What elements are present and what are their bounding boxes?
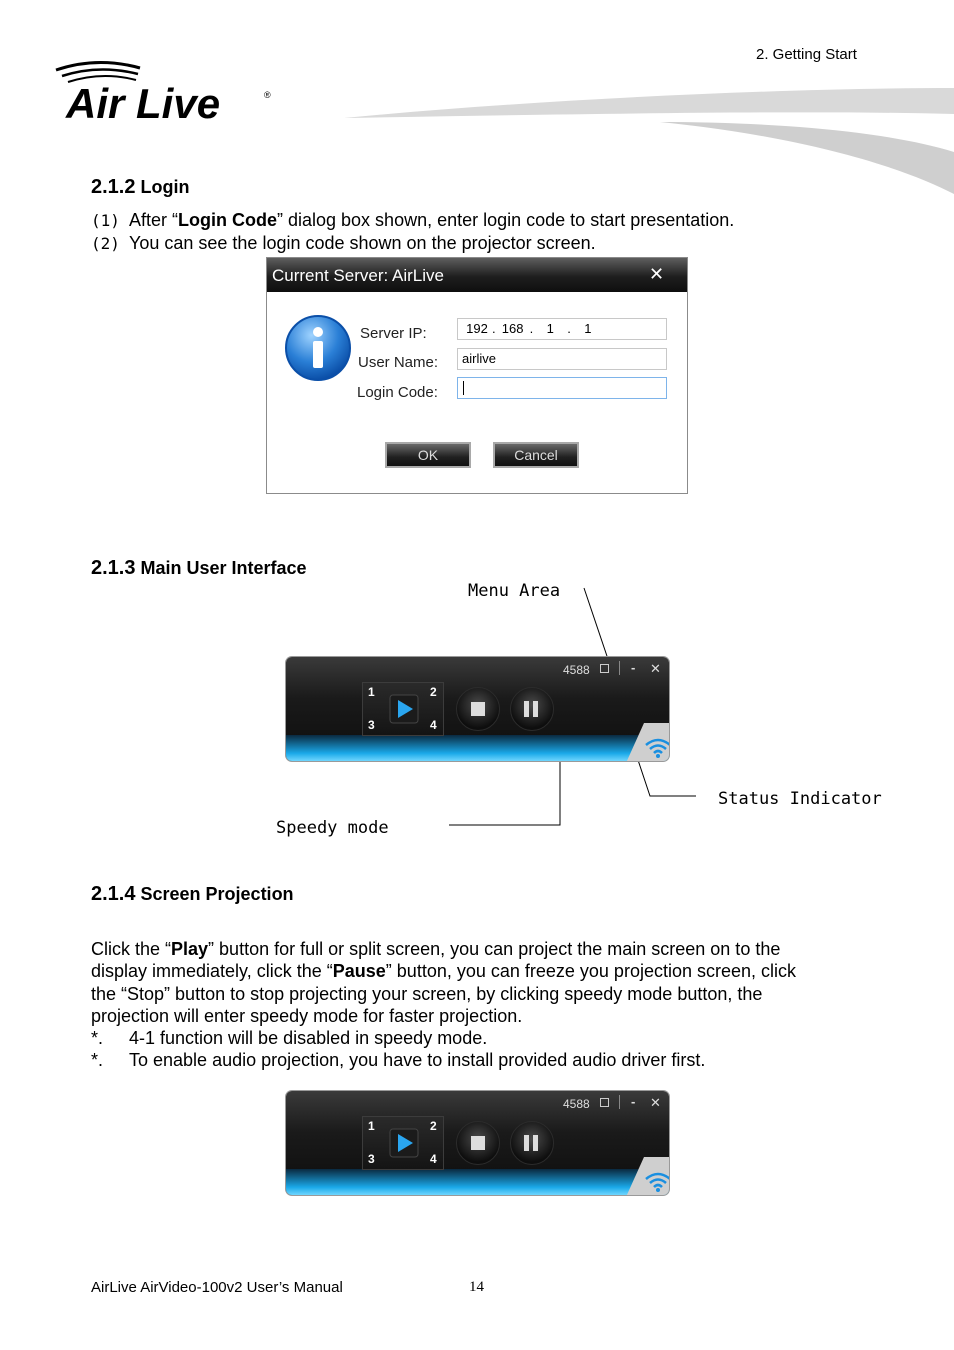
split-screen-selector (362, 682, 444, 736)
ip-dot: . (567, 321, 571, 336)
stop-button[interactable] (456, 687, 500, 731)
ip-octet-3: 1 (546, 321, 554, 336)
player-glow-bar (286, 1169, 669, 1195)
page-number: 14 (469, 1279, 484, 1295)
menu-icon[interactable] (600, 1098, 609, 1107)
section-heading-projection: 2.1.4 Screen Projection (91, 883, 294, 905)
login-code-label: Login Code: (357, 384, 438, 401)
split-3-button[interactable]: 3 (368, 718, 375, 732)
split-4-button[interactable]: 4 (430, 718, 437, 732)
callout-status-indicator: Status Indicator (718, 789, 882, 809)
pause-icon-bar (533, 1135, 538, 1151)
stop-button[interactable] (456, 1121, 500, 1165)
split-2-button[interactable]: 2 (430, 1119, 437, 1133)
server-ip-label: Server IP: (360, 325, 427, 342)
stop-icon (471, 1136, 485, 1150)
player-window-projection (286, 1091, 669, 1195)
ip-octet-4: 1 (584, 321, 592, 336)
split-4-button[interactable]: 4 (430, 1152, 437, 1166)
close-icon[interactable]: ✕ (649, 264, 665, 284)
svg-text:®: ® (264, 90, 271, 100)
body-line-2: display immediately, click the “Pause” button, you can freeze you projection screen, click (91, 961, 797, 982)
close-icon[interactable]: ✕ (650, 661, 661, 676)
play-icon[interactable] (389, 694, 419, 724)
login-step-1: (1) After “Login Code” dialog box shown, enter login code to start presentation. (91, 210, 735, 230)
callout-speedy-mode: Speedy mode (276, 818, 389, 838)
ip-dot: . (492, 321, 496, 336)
wifi-status-icon (626, 723, 669, 761)
section-heading-login: 2.1.2 Login (91, 176, 190, 198)
pause-button[interactable] (510, 687, 554, 731)
pause-button[interactable] (510, 1121, 554, 1165)
menu-divider (619, 1095, 620, 1109)
split-1-button[interactable]: 1 (368, 685, 375, 699)
minimize-icon[interactable]: - (631, 660, 636, 675)
callout-menu-area: Menu Area (468, 581, 561, 601)
stop-icon (471, 702, 485, 716)
login-step-2: (2) You can see the login code shown on the projector screen. (91, 233, 596, 253)
split-2-button[interactable]: 2 (430, 685, 437, 699)
pause-icon (524, 701, 529, 717)
minimize-icon[interactable]: - (631, 1094, 636, 1109)
chapter-header: 2. Getting Start (756, 46, 857, 63)
user-name-label: User Name: (358, 354, 439, 371)
body-line-1: Click the “Play” button for full or split screen, you can project the main screen on to the (91, 939, 781, 959)
player-glow-bar (286, 735, 669, 761)
note-1: *. 4-1 function will be disabled in speedy mode. (91, 1028, 488, 1049)
close-icon[interactable]: ✕ (650, 1095, 661, 1110)
user-name-field[interactable]: airlive (457, 348, 667, 370)
menu-divider (619, 661, 620, 675)
dialog-title: Current Server: AirLive (272, 266, 444, 285)
body-line-3: the “Stop” button to stop projecting your screen, by clicking speedy mode button, the (91, 983, 763, 1004)
svg-text:Air Live: Air Live (66, 80, 221, 127)
ok-button[interactable]: OK (385, 442, 471, 468)
cancel-button[interactable]: Cancel (493, 442, 579, 468)
split-3-button[interactable]: 3 (368, 1152, 375, 1166)
player-session-code: 4588 (563, 663, 590, 677)
play-icon[interactable] (389, 1128, 419, 1158)
pause-icon (524, 1135, 529, 1151)
wifi-status-icon (626, 1157, 669, 1195)
footer-manual-title: AirLive AirVideo-100v2 User’s Manual (91, 1279, 343, 1296)
split-1-button[interactable]: 1 (368, 1119, 375, 1133)
ip-dot: . (529, 321, 534, 336)
note-2: *. To enable audio projection, you have to install provided audio driver first. (91, 1050, 706, 1071)
player-session-code: 4588 (563, 1097, 590, 1111)
ip-octet-2: 168 (501, 321, 524, 336)
ip-octet-1: 192 (466, 321, 488, 336)
projection-body (91, 938, 891, 1072)
section-heading-main-ui: 2.1.3 Main User Interface (91, 557, 307, 579)
body-line-4: projection will enter speedy mode for faster projection. (91, 1005, 523, 1026)
menu-icon[interactable] (600, 664, 609, 673)
split-screen-selector (362, 1116, 444, 1170)
player-window-main-ui (286, 657, 669, 761)
pause-icon-bar (533, 701, 538, 717)
